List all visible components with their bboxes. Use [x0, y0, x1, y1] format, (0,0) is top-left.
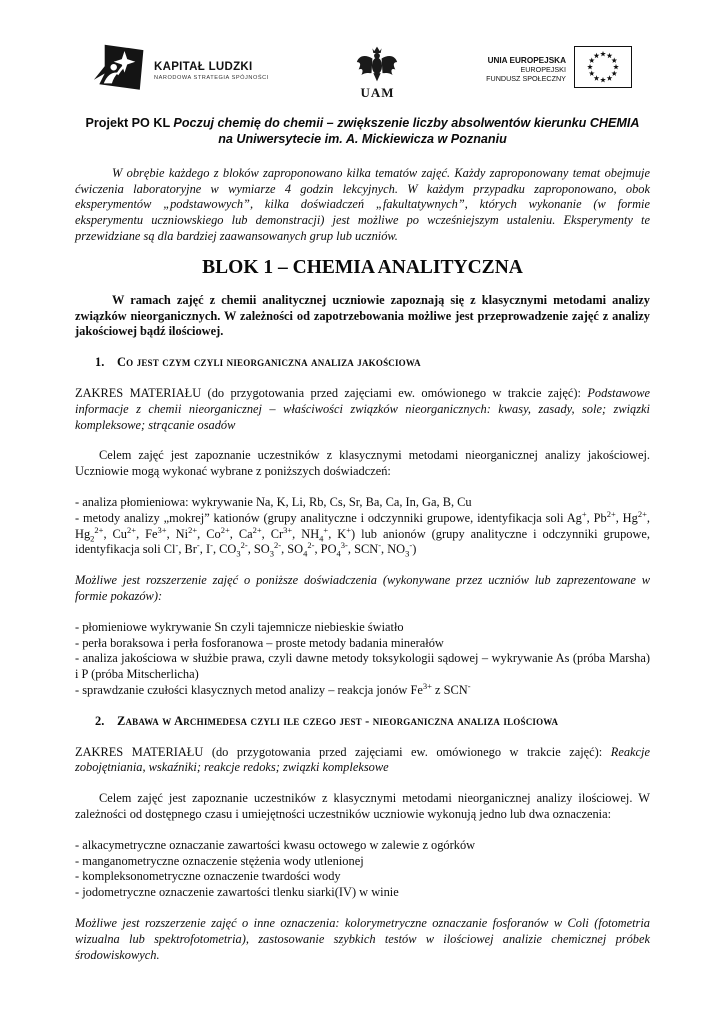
uam-eagle-icon [355, 44, 399, 89]
section-1-extension-intro: Możliwe jest rozszerzenie zajęć o poniższe doświadczenia (wykonywane przez uczniów lub zaprezentowane w formie pokazów): [75, 573, 650, 603]
list-item: - kompleksonometryczne oznaczenie twardości wody [75, 869, 341, 884]
kapital-ludzki-text [154, 61, 269, 82]
eu-line1: UNIA EUROPEJSKA [487, 55, 566, 65]
project-title [75, 115, 650, 148]
eu-text [486, 56, 566, 84]
section-2-extension-intro: Możliwe jest rozszerzenie zajęć o inne oznaczenia: kolorymetryczne oznaczanie fosforanów w Coli (fotometria wizualna lub spektrofotometria), zastosowanie szybkich testów w ilościowej analizie chemicznej próbek środowiskowych. [75, 915, 650, 962]
intro-paragraph: W obrębie każdego z bloków zaproponowano kilka tematów zajęć. Każdy zaproponowany temat obejmuje ćwiczenia laboratoryjne w wymiarze 4 godzin lekcyjnych. W każdym przypadku zaproponowano, obok eksperymentów „podstawowych”, kilka doświadczeń „fakultatywnych”, których wykonanie (w formie eksperymentu uczniowskiego lub demonstracji) jest możliwe po wcześniejszym ustaleniu. Eksperymenty te przewidziane są dla bardziej zaawansowanych grup lub uczniów. [75, 165, 650, 243]
section-1-number: 1. [95, 355, 105, 370]
uam-logo [355, 44, 399, 98]
section-2-zakres-italic: Reakcje zobojętniania, wskaźniki; reakcje redoks; związki kompleksowe [75, 744, 650, 775]
project-title-line1 [75, 115, 650, 131]
kapital-ludzki-subtitle: NARODOWA STRATEGIA SPÓJNOŚCI [154, 74, 269, 81]
header-logos [93, 42, 632, 106]
eu-logo [486, 46, 632, 93]
section-1-goal: Celem zajęć jest zapoznanie uczestników z klasycznymi metodami nieorganicznej analizy jakościowej. Uczniowie mogą wykonać wybrane z poniższych doświadczeń: [75, 448, 650, 479]
section-2-heading [75, 714, 650, 730]
block-1-intro: W ramach zajęć z chemii analitycznej uczniowie zapoznają się z klasycznymi metodami analizy związków nieorganicznych. W zależności od zapotrzebowania możliwe jest przeprowadzenie zajęć z analizy jakościowej bądź ilościowej. [75, 292, 650, 339]
section-2-zakres [75, 745, 650, 777]
list-item: - metody analizy „mokrej” kationów (grupy analityczne i odczynniki grupowe, identyfikacja soli Ag+, $Pb^{2+}$, $Hg^{2+}$, $Hg_2^{2+}$, $Cu^{2+}$, $Fe^{3+}$, $Ni^{2+}$, $Co^{2+}$, $Ca^{2+}$, $Cr^{3+}$, $NH_4^+$, K+) lub anionów (grupy analityczne i odczynniki grupowe, identyfikacja soli Cl-, Br-, I-, $CO_3^{2-}$, $SO_3^{2-}$, $SO_4^{2-}$, $PO_4^{3-}$, SCN-, $NO_3^-$) [75, 508, 651, 559]
list-item: - analiza jakościowa w służbie prawa, czyli dawne metody toksykologii sądowej – wykrywanie As (próba Marsha) i P (próba Mitscherlicha) [75, 651, 650, 682]
kapital-ludzki-logo [93, 42, 269, 101]
list-item: - manganometryczne oznaczenie stężenia wody utlenionej [75, 853, 364, 868]
section-1-zakres [75, 386, 650, 433]
list-item: - analiza płomieniowa: wykrywanie Na, K, Li, Rb, Cs, Sr, Ba, Ca, In, Ga, B, Cu [75, 494, 472, 509]
eu-flag-icon [574, 46, 632, 93]
eu-line3: FUNDUSZ SPOŁECZNY [486, 74, 566, 84]
list-item: - jodometryczne oznaczenie zawartości tlenku siarki(IV) w winie [75, 885, 399, 900]
section-1-heading [75, 355, 650, 371]
list-item: - sprawdzanie czułości klasycznych metod analizy – reakcja jonów $Fe^{3+}$ z SCN- [75, 680, 471, 697]
project-title-prefix: Projekt PO KL [85, 116, 174, 130]
eu-line2: EUROPEJSKI [520, 65, 566, 75]
section-2-zakres-lead: ZAKRES MATERIAŁU (do przygotowania przed zajęciami ew. omówionego w trakcie zajęć): [75, 744, 611, 759]
project-title-italic: Poczuj chemię do chemii – zwiększenie liczby absolwentów kierunku CHEMIA [173, 116, 640, 130]
list-item: - alkacymetryczne oznaczanie zawartości kwasu octowego w zalewie z ogórków [75, 837, 476, 852]
kapital-ludzki-flag-icon [93, 42, 147, 101]
block-1-title: BLOK 1 – CHEMIA ANALITYCZNA [202, 256, 523, 278]
kapital-ludzki-title: KAPITAŁ LUDZKI [154, 60, 253, 73]
project-title-line2: na Uniwersytecie im. A. Mickiewicza w Poznaniu [218, 132, 507, 147]
section-1-zakres-lead: ZAKRES MATERIAŁU (do przygotowania przed zajęciami ew. omówionego w trakcie zajęć): [75, 385, 588, 400]
section-2-items [75, 838, 650, 901]
list-item: - perła boraksowa i perła fosforanowa – proste metody badania minerałów [75, 635, 444, 650]
uam-label: UAM [360, 84, 395, 100]
list-item: - płomieniowe wykrywanie Sn czyli tajemnicze niebieskie światło [75, 619, 404, 634]
section-1-zakres-italic: Podstawowe informacje z chemii nieorganicznej – właściwości związków nieorganicznych: kwasy, zasady, sole; związki kompleksowe; strącanie osadów [75, 385, 650, 432]
section-2-title: Zabawa w Archimedesa czyli ile czego jest - nieorganiczna analiza ilościowa [117, 713, 559, 728]
section-2-goal: Celem zajęć jest zapoznanie uczestników z klasycznymi metodami nieorganicznej analizy ilościowej. W zależności od dostępnego czasu i umiejętności uczestników uczniowie wykonują jedno lub dwa oznaczenia: [75, 791, 650, 821]
section-1-title: Co jest czym czyli nieorganiczna analiza jakościowa [117, 355, 421, 370]
section-1-extension-items [75, 620, 650, 699]
section-2-number: 2. [95, 713, 105, 728]
section-1-items [75, 495, 650, 558]
